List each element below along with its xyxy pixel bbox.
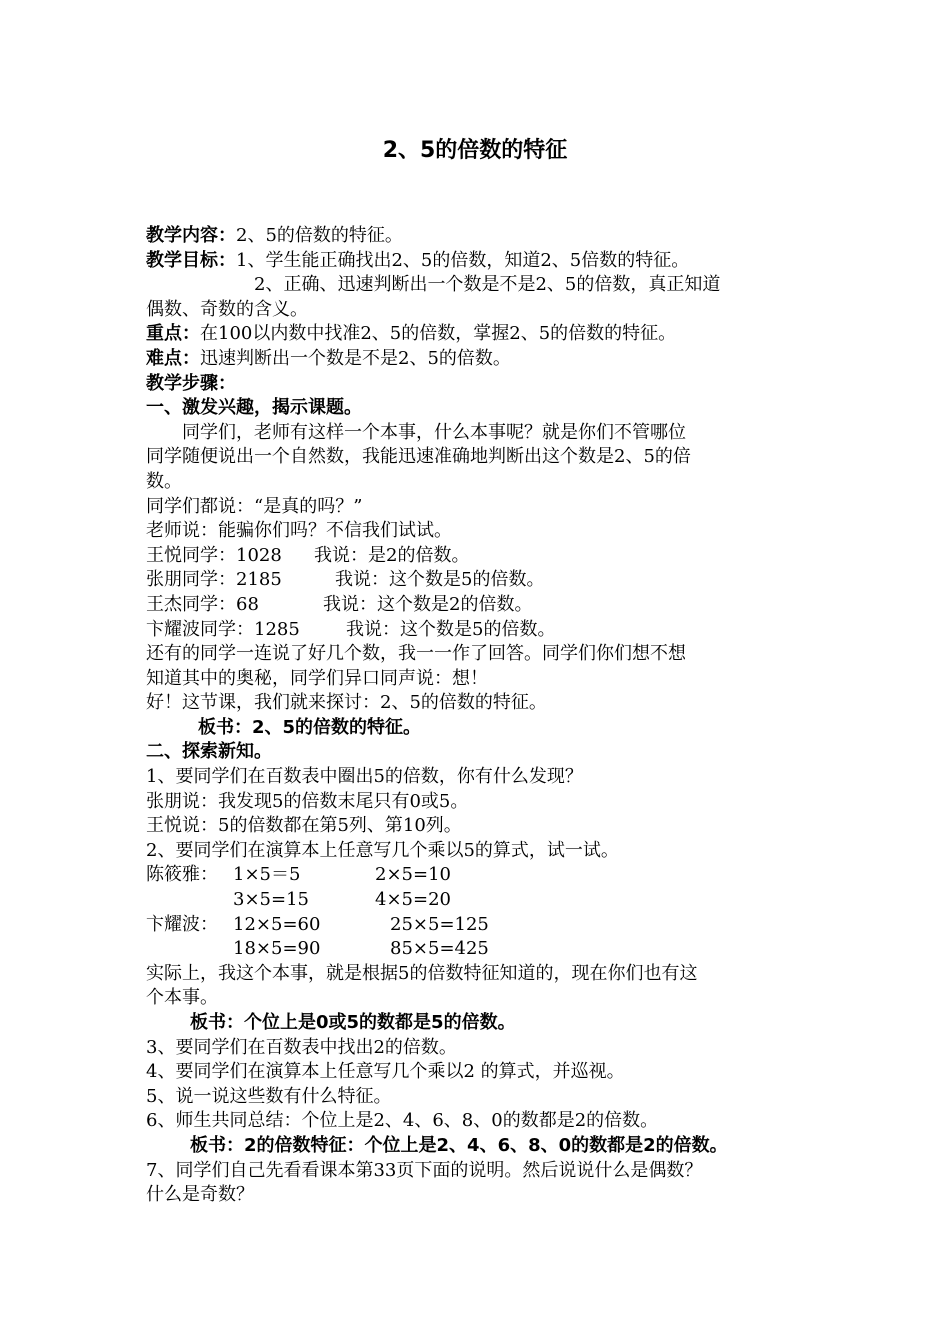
dialogue-reply: 我说：是2的倍数。 bbox=[314, 544, 470, 566]
equation: 25×5=125 bbox=[390, 913, 489, 935]
goal-2-line-1: 2、正确、迅速判断出一个数是不是2、5的倍数，真正知道 bbox=[254, 274, 721, 296]
dialogue-line bbox=[146, 618, 810, 643]
step-item: 3、要同学们在百数表中找出2的倍数。 bbox=[146, 1036, 457, 1058]
equation-row bbox=[146, 937, 810, 962]
teaching-goals-label: 教学目标： bbox=[146, 249, 236, 271]
dialogue-line bbox=[146, 544, 810, 569]
step-item: 6、师生共同总结：个位上是2、4、6、8、0的数都是2的倍数。 bbox=[146, 1110, 659, 1132]
paragraph-line: 老师说：能骗你们吗？不信我们试试。 bbox=[146, 520, 452, 542]
teaching-content-text: 2、5的倍数的特征。 bbox=[236, 225, 403, 246]
step-item: 什么是奇数？ bbox=[146, 1184, 254, 1206]
step-item: 5、说一说这些数有什么特征。 bbox=[146, 1085, 392, 1107]
student-name: 卞耀波： bbox=[146, 913, 218, 935]
page-title: 2、5的倍数的特征 bbox=[382, 138, 568, 163]
equation: 4×5=20 bbox=[375, 889, 451, 911]
key-point-label: 重点： bbox=[146, 323, 200, 345]
equation: 1×5＝5 bbox=[233, 864, 301, 886]
paragraph-line: 个本事。 bbox=[146, 987, 218, 1009]
paragraph-line: 还有的同学一连说了好几个数，我一一作了回答。同学们你们想不想 bbox=[146, 643, 686, 665]
section-1-heading: 一、激发兴趣，揭示课题。 bbox=[146, 397, 362, 419]
teaching-content-label: 教学内容： bbox=[146, 225, 236, 246]
section-2-heading: 二、探索新知。 bbox=[146, 741, 272, 763]
student-answer: 张朋说：我发现5的倍数末尾只有0或5。 bbox=[146, 790, 469, 812]
equation: 3×5=15 bbox=[233, 889, 309, 911]
equation: 18×5=90 bbox=[233, 938, 321, 960]
dialogue-reply: 我说：这个数是5的倍数。 bbox=[346, 618, 556, 640]
steps-label: 教学步骤： bbox=[146, 372, 236, 394]
paragraph-line: 同学们都说：“是真的吗？” bbox=[146, 495, 363, 517]
teaching-content bbox=[146, 224, 810, 249]
paragraph-line: 同学随便说出一个自然数，我能迅速准确地判断出这个数是2、5的倍 bbox=[146, 446, 691, 468]
board-writing: 板书：2的倍数特征：个位上是2、4、6、8、0的数都是2的倍数。 bbox=[190, 1134, 728, 1156]
student-name: 陈筱雅： bbox=[146, 864, 218, 886]
goal-2-line-2: 偶数、奇数的含义。 bbox=[146, 298, 308, 320]
paragraph-line: 好！这节课，我们就来探讨：2、5的倍数的特征。 bbox=[146, 692, 547, 714]
student-answer: 王悦说：5的倍数都在第5列、第10列。 bbox=[146, 815, 462, 837]
dialogue-speaker: 王杰同学：68 bbox=[146, 593, 259, 615]
board-writing: 板书：2、5的倍数的特征。 bbox=[198, 716, 422, 738]
equation-row bbox=[146, 888, 810, 913]
teaching-goals bbox=[146, 249, 810, 274]
equation: 85×5=425 bbox=[390, 938, 489, 960]
equation-row bbox=[146, 863, 810, 888]
dialogue-line bbox=[146, 568, 810, 593]
paragraph-line: 知道其中的奥秘，同学们异口同声说：想！ bbox=[146, 667, 488, 689]
difficulty bbox=[146, 347, 810, 372]
dialogue-reply: 我说：这个数是2的倍数。 bbox=[323, 593, 533, 615]
equation: 12×5=60 bbox=[233, 913, 321, 935]
step-item: 2、要同学们在演算本上任意写几个乘以5的算式，试一试。 bbox=[146, 839, 619, 861]
equation-row bbox=[146, 913, 810, 938]
difficulty-text: 迅速判断出一个数是不是2、5的倍数。 bbox=[200, 347, 511, 369]
step-item: 1、要同学们在百数表中圈出5的倍数，你有什么发现？ bbox=[146, 766, 583, 788]
step-item: 7、同学们自己先看看课本第33页下面的说明。然后说说什么是偶数？ bbox=[146, 1159, 703, 1181]
paragraph-line: 数。 bbox=[146, 470, 182, 492]
step-item: 4、要同学们在演算本上任意写几个乘以2 的算式，并巡视。 bbox=[146, 1061, 625, 1083]
paragraph-line: 同学们，老师有这样一个本事，什么本事呢？就是你们不管哪位 bbox=[182, 421, 686, 443]
dialogue-speaker: 张朋同学：2185 bbox=[146, 569, 282, 591]
key-point-text: 在100以内数中找准2、5的倍数，掌握2、5的倍数的特征。 bbox=[200, 323, 677, 345]
difficulty-label: 难点： bbox=[146, 347, 200, 369]
dialogue-speaker: 王悦同学：1028 bbox=[146, 544, 282, 566]
paragraph-line: 实际上，我这个本事，就是根据5的倍数特征知道的，现在你们也有这 bbox=[146, 962, 698, 984]
equation: 2×5=10 bbox=[375, 864, 451, 886]
goal-1: 1、学生能正确找出2、5的倍数，知道2、5倍数的特征。 bbox=[236, 249, 690, 271]
dialogue-speaker: 卞耀波同学：1285 bbox=[146, 618, 300, 640]
key-point bbox=[146, 322, 810, 347]
lesson-body bbox=[146, 224, 810, 1208]
dialogue-line bbox=[146, 593, 810, 618]
board-writing: 板书：个位上是0或5的数都是5的倍数。 bbox=[190, 1012, 516, 1033]
dialogue-reply: 我说：这个数是5的倍数。 bbox=[335, 569, 545, 591]
